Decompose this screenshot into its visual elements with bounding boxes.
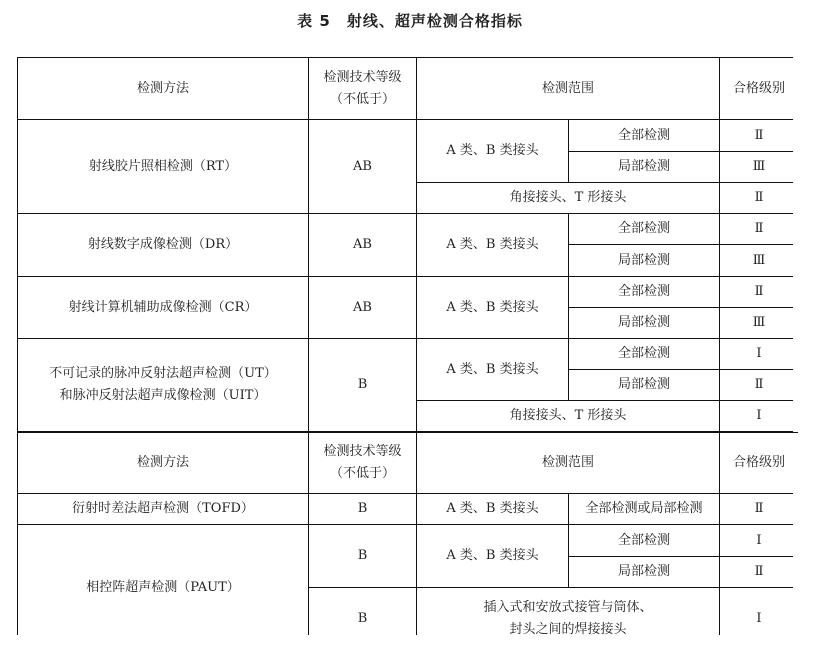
cr-full-grade: Ⅱ (720, 277, 798, 307)
ut-partial: 局部检测 (569, 370, 719, 400)
rt-full-grade: Ⅱ (720, 120, 798, 151)
header2-method: 检测方法 (18, 432, 308, 493)
cr-partial: 局部检测 (569, 308, 719, 338)
paut-joint-ab: A 类、B 类接头 (417, 525, 568, 587)
header2-scope: 检测范围 (417, 432, 719, 493)
tofd-scope: 全部检测或局部检测 (569, 494, 719, 524)
tofd-grade: Ⅱ (720, 494, 798, 524)
rt-level: AB (309, 120, 416, 213)
dr-method: 射线数字成像检测（DR） (18, 214, 308, 276)
paut-full-grade: Ⅰ (720, 525, 798, 556)
dr-joint-ab: A 类、B 类接头 (417, 214, 568, 276)
dr-full-grade: Ⅱ (720, 214, 798, 244)
header2-grade: 合格级别 (720, 432, 798, 493)
ut-corner: 角接接头、T 形接头 (417, 401, 719, 431)
cr-full: 全部检测 (569, 277, 719, 307)
ut-partial-grade: Ⅱ (720, 370, 798, 400)
dr-partial-grade: Ⅲ (720, 245, 798, 276)
rt-method: 射线胶片照相检测（RT） (18, 120, 308, 213)
rt-full: 全部检测 (569, 120, 719, 151)
paut-method: 相控阵超声检测（PAUT） (18, 525, 308, 650)
cr-method: 射线计算机辅助成像检测（CR） (18, 277, 308, 338)
tofd-joint-ab: A 类、B 类接头 (417, 494, 568, 524)
ut-method: 不可记录的脉冲反射法超声检测（UT） 和脉冲反射法超声成像检测（UIT） (18, 339, 308, 431)
cr-joint-ab: A 类、B 类接头 (417, 277, 568, 338)
header-scope: 检测范围 (417, 58, 719, 119)
dr-level: AB (309, 214, 416, 276)
dr-full: 全部检测 (569, 214, 719, 244)
paut-partial: 局部检测 (569, 557, 719, 587)
ut-corner-grade: Ⅰ (720, 401, 798, 431)
rt-partial: 局部检测 (569, 152, 719, 182)
dr-partial: 局部检测 (569, 245, 719, 276)
paut-nozzle-grade: Ⅰ (720, 588, 798, 650)
rt-joint-ab: A 类、B 类接头 (417, 120, 568, 182)
ut-full-grade: Ⅰ (720, 339, 798, 369)
paut-nozzle: 插入式和安放式接管与筒体、 封头之间的焊接接头 (417, 588, 719, 650)
cr-level: AB (309, 277, 416, 338)
paut-level-1: B (309, 525, 416, 587)
header2-tech-level: 检测技术等级 （不低于） (309, 432, 416, 493)
paut-full: 全部检测 (569, 525, 719, 556)
rt-corner-grade: Ⅱ (720, 183, 798, 213)
rt-partial-grade: Ⅲ (720, 152, 798, 182)
ut-level: B (309, 339, 416, 431)
ut-full: 全部检测 (569, 339, 719, 369)
ut-joint-ab: A 类、B 类接头 (417, 339, 568, 400)
header-tech-level: 检测技术等级 （不低于） (309, 58, 416, 119)
rt-corner: 角接接头、T 形接头 (417, 183, 719, 213)
tofd-level: B (309, 494, 416, 524)
header-method: 检测方法 (18, 58, 308, 119)
qualification-table (17, 57, 793, 635)
paut-partial-grade: Ⅱ (720, 557, 798, 587)
tofd-method: 衍射时差法超声检测（TOFD） (18, 494, 308, 524)
paut-level-2: B (309, 588, 416, 650)
header-grade: 合格级别 (720, 58, 798, 119)
table-title: 表 5 射线、超声检测合格指标 (297, 12, 523, 30)
cr-partial-grade: Ⅲ (720, 308, 798, 338)
